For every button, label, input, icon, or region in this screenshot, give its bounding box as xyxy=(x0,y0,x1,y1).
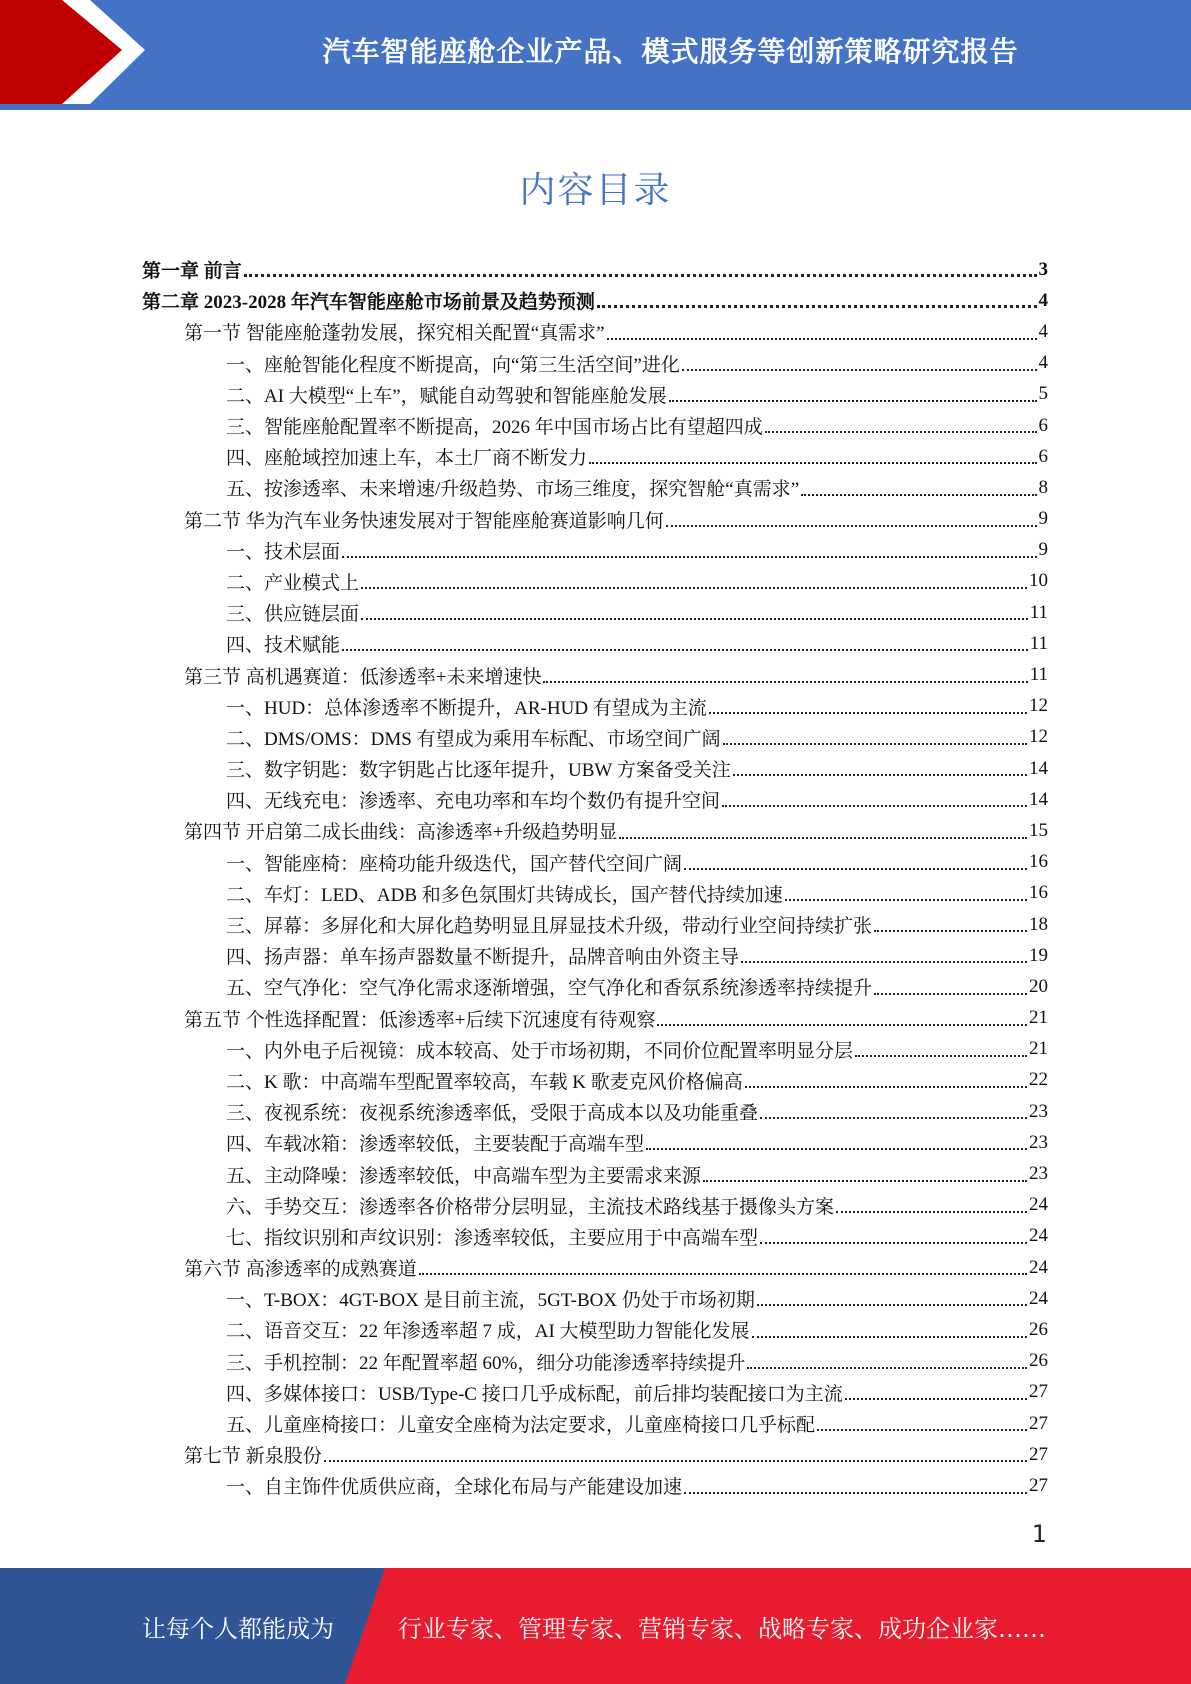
footer-slogan-right: 行业专家、管理专家、营销专家、战略专家、成功企业家…… xyxy=(398,1614,1046,1643)
toc-section-entry[interactable] xyxy=(142,1252,1048,1283)
toc-entry-title: 二、车灯：LED、ADB 和多色氛围灯共铸成长，国产替代持续加速 xyxy=(226,884,783,906)
toc-leader-dots xyxy=(747,1367,1027,1369)
toc-subsection-entry[interactable] xyxy=(142,1221,1048,1252)
toc-entry-page: 26 xyxy=(1029,1318,1048,1340)
toc-leader-dots xyxy=(684,868,1027,870)
toc-entry-page: 9 xyxy=(1038,539,1048,561)
toc-entry-page: 14 xyxy=(1029,788,1048,810)
page-footer xyxy=(0,1568,1191,1684)
toc-subsection-entry[interactable] xyxy=(142,1190,1048,1221)
table-of-contents xyxy=(142,254,1048,1502)
toc-subsection-entry[interactable] xyxy=(142,1283,1048,1314)
toc-entry-title: 四、技术赋能 xyxy=(226,635,341,657)
toc-chapter-entry[interactable] xyxy=(142,285,1048,316)
toc-leader-dots xyxy=(817,1429,1027,1431)
toc-entry-page: 23 xyxy=(1029,1100,1048,1122)
toc-entry-title: 第三节 高机遇赛道：低渗透率+未来增速快 xyxy=(184,666,542,688)
toc-entry-title: 第二节 华为汽车业务快速发展对于智能座舱赛道影响几何 xyxy=(184,510,664,532)
toc-entry-title: 二、语音交互：22 年渗透率超 7 成，AI 大模型助力智能化发展 xyxy=(226,1321,750,1343)
toc-entry-page: 11 xyxy=(1029,601,1048,623)
toc-entry-title: 一、技术层面 xyxy=(226,541,341,563)
toc-subsection-entry[interactable] xyxy=(142,1065,1048,1096)
toc-leader-dots xyxy=(741,961,1027,963)
toc-leader-dots xyxy=(342,649,1028,651)
toc-entry-page: 22 xyxy=(1029,1069,1048,1091)
toc-entry-page: 9 xyxy=(1038,508,1048,530)
toc-entry-page: 21 xyxy=(1029,1007,1048,1029)
toc-entry-page: 15 xyxy=(1029,819,1048,841)
toc-entry-title: 六、手势交互：渗透率各价格带分层明显，主流技术路线基于摄像头方案 xyxy=(226,1196,835,1218)
toc-entry-page: 10 xyxy=(1029,570,1048,592)
toc-subsection-entry[interactable] xyxy=(142,1408,1048,1439)
toc-leader-dots xyxy=(760,1242,1027,1244)
toc-chapter-entry[interactable] xyxy=(142,254,1048,285)
toc-subsection-entry[interactable] xyxy=(142,1314,1048,1345)
toc-section-entry[interactable] xyxy=(142,659,1048,690)
toc-section-entry[interactable] xyxy=(142,316,1048,347)
toc-entry-page: 11 xyxy=(1029,664,1048,686)
toc-entry-title: 一、智能座椅：座椅功能升级迭代，国产替代空间广阔 xyxy=(226,853,683,875)
toc-leader-dots xyxy=(669,400,1037,402)
toc-entry-page: 12 xyxy=(1029,726,1048,748)
toc-entry-title: 第五节 个性选择配置：低渗透率+后续下沉速度有待观察 xyxy=(184,1009,656,1031)
toc-entry-title: 二、产业模式上 xyxy=(226,572,360,594)
toc-entry-title: 一、座舱智能化程度不断提高，向“第三生活空间”进化 xyxy=(226,354,680,376)
toc-subsection-entry[interactable] xyxy=(142,535,1048,566)
toc-subsection-entry[interactable] xyxy=(142,784,1048,815)
toc-subsection-entry[interactable] xyxy=(142,1034,1048,1065)
toc-title: 内容目录 xyxy=(519,170,672,211)
toc-subsection-entry[interactable] xyxy=(142,566,1048,597)
toc-section-entry[interactable] xyxy=(142,815,1048,846)
toc-leader-dots xyxy=(682,369,1037,371)
toc-entry-page: 4 xyxy=(1038,352,1048,374)
toc-entry-title: 五、主动降噪：渗透率较低，中高端车型为主要需求来源 xyxy=(226,1165,702,1187)
toc-leader-dots xyxy=(757,1304,1027,1306)
toc-entry-title: 三、夜视系统：夜视系统渗透率低，受限于高成本以及功能重叠 xyxy=(226,1103,759,1125)
toc-entry-title: 一、HUD：总体渗透率不断提升，AR-HUD 有望成为主流 xyxy=(226,697,707,719)
toc-entry-title: 第一章 前言 xyxy=(142,261,242,283)
toc-entry-title: 三、屏幕：多屏化和大屏化趋势明显且屏显技术升级，带动行业空间持续扩张 xyxy=(226,916,873,938)
toc-leader-dots xyxy=(543,681,1027,683)
toc-entry-title: 一、T-BOX：4GT-BOX 是目前主流，5GT-BOX 仍处于市场初期 xyxy=(226,1290,755,1312)
toc-subsection-entry[interactable] xyxy=(142,909,1048,940)
toc-entry-page: 6 xyxy=(1038,445,1048,467)
toc-subsection-entry[interactable] xyxy=(142,878,1048,909)
page-header xyxy=(0,0,1191,110)
toc-section-entry[interactable] xyxy=(142,1003,1048,1034)
toc-leader-dots xyxy=(709,712,1027,714)
toc-entry-page: 24 xyxy=(1029,1256,1048,1278)
toc-entry-page: 4 xyxy=(1038,320,1048,342)
toc-leader-dots xyxy=(733,774,1027,776)
toc-entry-page: 27 xyxy=(1029,1443,1048,1465)
toc-leader-dots xyxy=(722,805,1027,807)
toc-entry-title: 三、供应链层面 xyxy=(226,604,360,626)
toc-leader-dots xyxy=(361,587,1027,589)
toc-subsection-entry[interactable] xyxy=(142,379,1048,410)
toc-leader-dots xyxy=(745,1086,1027,1088)
toc-entry-page: 12 xyxy=(1029,695,1048,717)
toc-entry-title: 二、K 歌：中高端车型配置率较高，车载 K 歌麦克风价格偏高 xyxy=(226,1071,743,1093)
toc-leader-dots xyxy=(785,899,1027,901)
toc-entry-page: 24 xyxy=(1029,1225,1048,1247)
toc-entry-title: 四、扬声器：单车扬声器数量不断提升，品牌音响由外资主导 xyxy=(226,947,740,969)
toc-entry-title: 第一节 智能座舱蓬勃发展，探究相关配置“真需求” xyxy=(184,323,605,345)
toc-subsection-entry[interactable] xyxy=(142,940,1048,971)
toc-leader-dots xyxy=(874,930,1027,932)
toc-subsection-entry[interactable] xyxy=(142,753,1048,784)
toc-entry-title: 五、儿童座椅接口：儿童安全座椅为法定要求，儿童座椅接口几乎标配 xyxy=(226,1415,816,1437)
toc-section-entry[interactable] xyxy=(142,504,1048,535)
toc-leader-dots xyxy=(607,338,1037,340)
toc-leader-dots xyxy=(723,743,1027,745)
toc-subsection-entry[interactable] xyxy=(142,1470,1048,1501)
header-title: 汽车智能座舱企业产品、模式服务等创新策略研究报告 xyxy=(322,35,1019,68)
toc-subsection-entry[interactable] xyxy=(142,410,1048,441)
toc-entry-page: 18 xyxy=(1029,913,1048,935)
page-number: 1 xyxy=(1031,1520,1047,1548)
toc-entry-page: 6 xyxy=(1038,414,1048,436)
toc-entry-page: 20 xyxy=(1029,975,1048,997)
toc-entry-page: 24 xyxy=(1029,1194,1048,1216)
toc-entry-title: 三、数字钥匙：数字钥匙占比逐年提升，UBW 方案备受关注 xyxy=(226,760,731,782)
toc-leader-dots xyxy=(646,1148,1027,1150)
toc-leader-dots xyxy=(419,1273,1027,1275)
toc-entry-title: 五、按渗透率、未来增速/升级趋势、市场三维度，探究智舱“真需求” xyxy=(226,479,800,501)
toc-entry-page: 4 xyxy=(1038,289,1048,311)
toc-leader-dots xyxy=(657,1024,1027,1026)
toc-entry-title: 一、自主饰件优质供应商，全球化布局与产能建设加速 xyxy=(226,1477,683,1499)
toc-subsection-entry[interactable] xyxy=(142,971,1048,1002)
toc-entry-page: 27 xyxy=(1029,1381,1048,1403)
toc-entry-title: 三、智能座舱配置率不断提高，2026 年中国市场占比有望超四成 xyxy=(226,417,763,439)
toc-leader-dots xyxy=(765,431,1037,433)
toc-leader-dots xyxy=(874,993,1027,995)
toc-leader-dots xyxy=(760,1117,1027,1119)
footer-slogan-left: 让每个人都能成为 xyxy=(142,1614,334,1643)
toc-entry-page: 27 xyxy=(1029,1412,1048,1434)
toc-entry-page: 5 xyxy=(1038,383,1048,405)
toc-entry-title: 二、AI 大模型“上车”，赋能自动驾驶和智能座舱发展 xyxy=(226,385,667,407)
toc-leader-dots xyxy=(324,1460,1027,1462)
toc-entry-page: 19 xyxy=(1029,944,1048,966)
toc-entry-page: 8 xyxy=(1038,476,1048,498)
toc-entry-page: 16 xyxy=(1029,882,1048,904)
toc-entry-title: 五、空气净化：空气净化需求逐渐增强，空气净化和香氛系统渗透率持续提升 xyxy=(226,978,873,1000)
toc-subsection-entry[interactable] xyxy=(142,472,1048,503)
toc-entry-title: 一、内外电子后视镜：成本较高、处于市场初期，不同价位配置率明显分层 xyxy=(226,1040,854,1062)
toc-leader-dots xyxy=(666,525,1037,527)
toc-entry-page: 24 xyxy=(1029,1287,1048,1309)
toc-entry-page: 16 xyxy=(1029,851,1048,873)
toc-entry-page: 14 xyxy=(1029,757,1048,779)
toc-leader-dots xyxy=(244,274,1037,277)
toc-entry-title: 二、DMS/OMS：DMS 有望成为乘用车标配、市场空间广阔 xyxy=(226,728,721,750)
toc-entry-title: 四、无线充电：渗透率、充电功率和车均个数仍有提升空间 xyxy=(226,791,721,813)
toc-section-entry[interactable] xyxy=(142,1439,1048,1470)
toc-entry-page: 3 xyxy=(1038,258,1048,280)
toc-subsection-entry[interactable] xyxy=(142,628,1048,659)
toc-subsection-entry[interactable] xyxy=(142,722,1048,753)
toc-subsection-entry[interactable] xyxy=(142,1096,1048,1127)
toc-subsection-entry[interactable] xyxy=(142,691,1048,722)
toc-subsection-entry[interactable] xyxy=(142,1346,1048,1377)
toc-entry-page: 21 xyxy=(1029,1038,1048,1060)
toc-entry-title: 第二章 2023-2028 年汽车智能座舱市场前景及趋势预测 xyxy=(142,292,595,314)
toc-leader-dots xyxy=(684,1492,1027,1494)
toc-subsection-entry[interactable] xyxy=(142,847,1048,878)
header-arrow-decoration xyxy=(0,0,160,110)
toc-leader-dots xyxy=(361,618,1028,620)
toc-leader-dots xyxy=(801,494,1036,496)
toc-leader-dots xyxy=(845,1398,1027,1400)
toc-subsection-entry[interactable] xyxy=(142,1377,1048,1408)
toc-leader-dots xyxy=(619,837,1027,839)
toc-entry-page: 26 xyxy=(1029,1350,1048,1372)
toc-leader-dots xyxy=(597,305,1037,308)
toc-entry-page: 23 xyxy=(1029,1131,1048,1153)
toc-entry-title: 第六节 高渗透率的成熟赛道 xyxy=(184,1259,417,1281)
toc-leader-dots xyxy=(855,1055,1027,1057)
toc-entry-title: 四、车载冰箱：渗透率较低，主要装配于高端车型 xyxy=(226,1134,645,1156)
toc-entry-title: 第七节 新泉股份 xyxy=(184,1446,322,1468)
toc-leader-dots xyxy=(703,1180,1027,1182)
toc-entry-page: 11 xyxy=(1029,632,1048,654)
toc-entry-title: 第四节 开启第二成长曲线：高渗透率+升级趋势明显 xyxy=(184,822,618,844)
toc-subsection-entry[interactable] xyxy=(142,597,1048,628)
toc-leader-dots xyxy=(589,462,1036,464)
toc-subsection-entry[interactable] xyxy=(142,1158,1048,1189)
toc-entry-title: 四、多媒体接口：USB/Type-C 接口几乎成标配，前后排均装配接口为主流 xyxy=(226,1383,843,1405)
toc-subsection-entry[interactable] xyxy=(142,441,1048,472)
toc-entry-page: 23 xyxy=(1029,1163,1048,1185)
toc-leader-dots xyxy=(836,1211,1027,1213)
toc-leader-dots xyxy=(752,1336,1027,1338)
toc-entry-title: 三、手机控制：22 年配置率超 60%，细分功能渗透率持续提升 xyxy=(226,1352,746,1374)
toc-subsection-entry[interactable] xyxy=(142,348,1048,379)
toc-entry-title: 四、座舱域控加速上车，本土厂商不断发力 xyxy=(226,448,588,470)
toc-entry-page: 27 xyxy=(1029,1474,1048,1496)
toc-leader-dots xyxy=(342,556,1036,558)
toc-subsection-entry[interactable] xyxy=(142,1127,1048,1158)
toc-entry-title: 七、指纹识别和声纹识别：渗透率较低，主要应用于中高端车型 xyxy=(226,1227,759,1249)
